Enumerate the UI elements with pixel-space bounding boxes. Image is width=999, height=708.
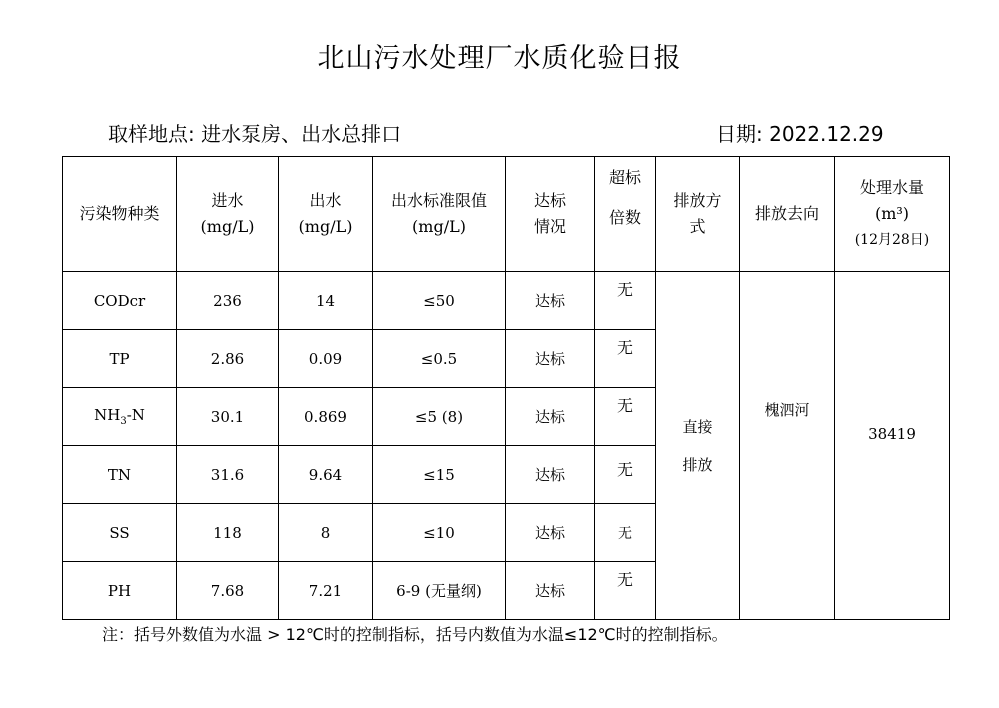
exceed-cell: 无	[595, 388, 656, 446]
pollutant-cell: TN	[63, 446, 177, 504]
exceed-cell: 无	[595, 446, 656, 504]
influent-cell: 118	[177, 504, 279, 562]
header-discharge-dest: 排放去向	[740, 157, 835, 272]
water-quality-table	[62, 156, 950, 620]
pollutant-cell: $NH_3-N$	[63, 388, 177, 446]
pollutant-cell: PH	[63, 562, 177, 620]
influent-cell: 2.86	[177, 330, 279, 388]
limit-cell: ≤50	[373, 272, 506, 330]
influent-cell: 7.68	[177, 562, 279, 620]
limit-cell: ≤10	[373, 504, 506, 562]
influent-cell: 236	[177, 272, 279, 330]
compliance-cell: 达标	[506, 504, 595, 562]
compliance-cell: 达标	[506, 562, 595, 620]
effluent-cell: 8	[279, 504, 373, 562]
sampling-location: 取样地点: 进水泵房、出水总排口	[108, 122, 402, 146]
header-row	[63, 157, 950, 272]
header-pollutant: 污染物种类	[63, 157, 177, 272]
header-influent: 进水 (mg/L)	[177, 157, 279, 272]
header-limit: 出水标准限值 (mg/L)	[373, 157, 506, 272]
discharge-dest-cell: 槐泗河	[740, 272, 835, 620]
effluent-cell: 0.09	[279, 330, 373, 388]
effluent-cell: 7.21	[279, 562, 373, 620]
exceed-cell: 无	[595, 504, 656, 562]
table-row	[63, 272, 950, 330]
exceed-cell: 无	[595, 272, 656, 330]
limit-cell: ≤15	[373, 446, 506, 504]
header-volume: 处理水量 (m³) (12月28日)	[835, 157, 950, 272]
influent-cell: 30.1	[177, 388, 279, 446]
influent-cell: 31.6	[177, 446, 279, 504]
header-compliance: 达标 情况	[506, 157, 595, 272]
limit-cell: ≤5 (8)	[373, 388, 506, 446]
compliance-cell: 达标	[506, 272, 595, 330]
compliance-cell: 达标	[506, 330, 595, 388]
compliance-cell: 达标	[506, 388, 595, 446]
effluent-cell: 0.869	[279, 388, 373, 446]
effluent-cell: 9.64	[279, 446, 373, 504]
limit-cell: 6-9 (无量纲)	[373, 562, 506, 620]
exceed-cell: 无	[595, 562, 656, 620]
limit-cell: ≤0.5	[373, 330, 506, 388]
footnote: 注：括号外数值为水温 > 12℃时的控制指标，括号内数值为水温≤12℃时的控制指标。	[102, 625, 728, 644]
exceed-cell: 无	[595, 330, 656, 388]
header-effluent: 出水 (mg/L)	[279, 157, 373, 272]
volume-cell: 38419	[835, 272, 950, 620]
compliance-cell: 达标	[506, 446, 595, 504]
header-discharge-method: 排放方 式	[656, 157, 740, 272]
pollutant-cell: SS	[63, 504, 177, 562]
report-date: 日期: 2022.12.29	[716, 122, 884, 146]
report-title: 北山污水处理厂水质化验日报	[317, 43, 682, 74]
pollutant-cell: CODcr	[63, 272, 177, 330]
header-exceed: 超标 倍数	[595, 157, 656, 272]
pollutant-cell: TP	[63, 330, 177, 388]
effluent-cell: 14	[279, 272, 373, 330]
discharge-method-cell: 直接 排放	[656, 272, 740, 620]
